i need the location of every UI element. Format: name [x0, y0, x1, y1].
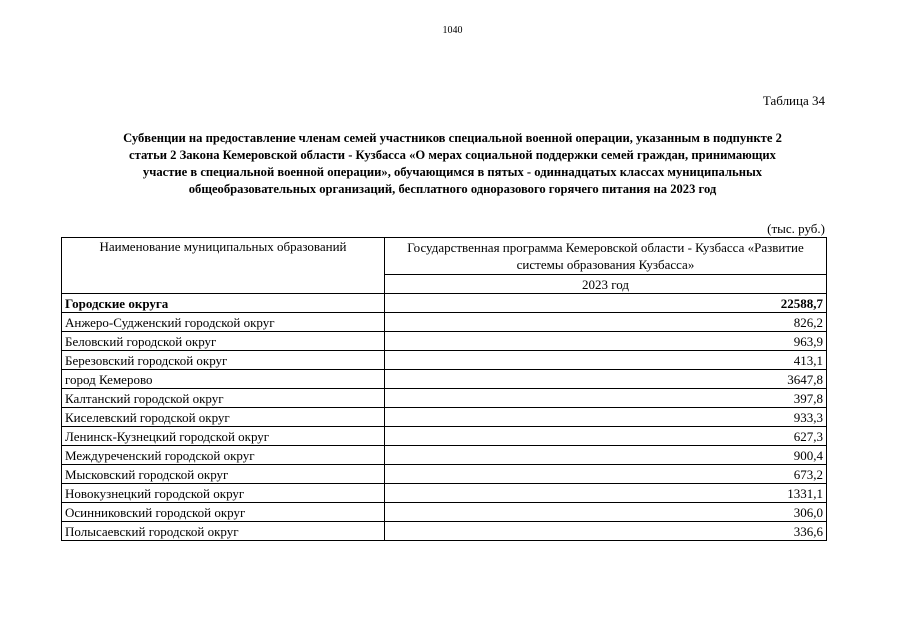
total-name: Городские округа [62, 294, 385, 313]
row-name: Беловский городской округ [62, 332, 385, 351]
table-row [62, 313, 827, 332]
table-row [62, 332, 827, 351]
row-value: 826,2 [385, 313, 827, 332]
row-value: 963,9 [385, 332, 827, 351]
row-value: 336,6 [385, 522, 827, 541]
row-value: 933,3 [385, 408, 827, 427]
table-row [62, 389, 827, 408]
table-row [62, 465, 827, 484]
row-value: 413,1 [385, 351, 827, 370]
row-name: Анжеро-Судженский городской округ [62, 313, 385, 332]
row-name: Полысаевский городской округ [62, 522, 385, 541]
table-row [62, 503, 827, 522]
table-row [62, 446, 827, 465]
document-title [70, 130, 835, 198]
table-row [62, 427, 827, 446]
row-name: Калтанский городской округ [62, 389, 385, 408]
table-row [62, 408, 827, 427]
table-total-row [62, 294, 827, 313]
row-value: 3647,8 [385, 370, 827, 389]
row-value: 627,3 [385, 427, 827, 446]
header-year: 2023 год [385, 275, 827, 294]
table-row [62, 351, 827, 370]
title-line-3: участие в специальной военной операции», обучающимся в пятых - одиннадцатых классах муниципальных [142, 165, 763, 179]
row-value: 673,2 [385, 465, 827, 484]
row-name: Осинниковский городской округ [62, 503, 385, 522]
header-municipality: Наименование муниципальных образований [62, 238, 385, 294]
row-value: 1331,1 [385, 484, 827, 503]
table-row [62, 370, 827, 389]
title-line-4: общеобразовательных организаций, бесплатного одноразового горячего питания на 2023 год [188, 182, 717, 196]
row-value: 900,4 [385, 446, 827, 465]
title-line-1: Субвенции на предоставление членам семей участников специальной военной операции, указанным в подпункте 2 [123, 131, 782, 145]
table-row [62, 522, 827, 541]
row-name: город Кемерово [62, 370, 385, 389]
table-header-row [62, 238, 827, 275]
units-label: (тыс. руб.) [767, 221, 825, 236]
row-name: Мысковский городской округ [62, 465, 385, 484]
table-row [62, 484, 827, 503]
subsidy-table [61, 237, 827, 541]
table-label: Таблица 34 [762, 93, 825, 108]
total-value: 22588,7 [385, 294, 827, 313]
row-name: Ленинск-Кузнецкий городской округ [62, 427, 385, 446]
row-value: 397,8 [385, 389, 827, 408]
row-name: Березовский городской округ [62, 351, 385, 370]
row-name: Междуреченский городской округ [62, 446, 385, 465]
row-name: Киселевский городской округ [62, 408, 385, 427]
row-value: 306,0 [385, 503, 827, 522]
row-name: Новокузнецкий городской округ [62, 484, 385, 503]
title-line-2: статьи 2 Закона Кемеровской области - Кузбасса «О мерах социальной поддержки семей граждан, принимающих [129, 148, 776, 162]
page-number: 1040 [442, 25, 463, 36]
header-program: Государственная программа Кемеровской области - Кузбасса «Развитие системы образования Кузбасса» [385, 238, 827, 275]
